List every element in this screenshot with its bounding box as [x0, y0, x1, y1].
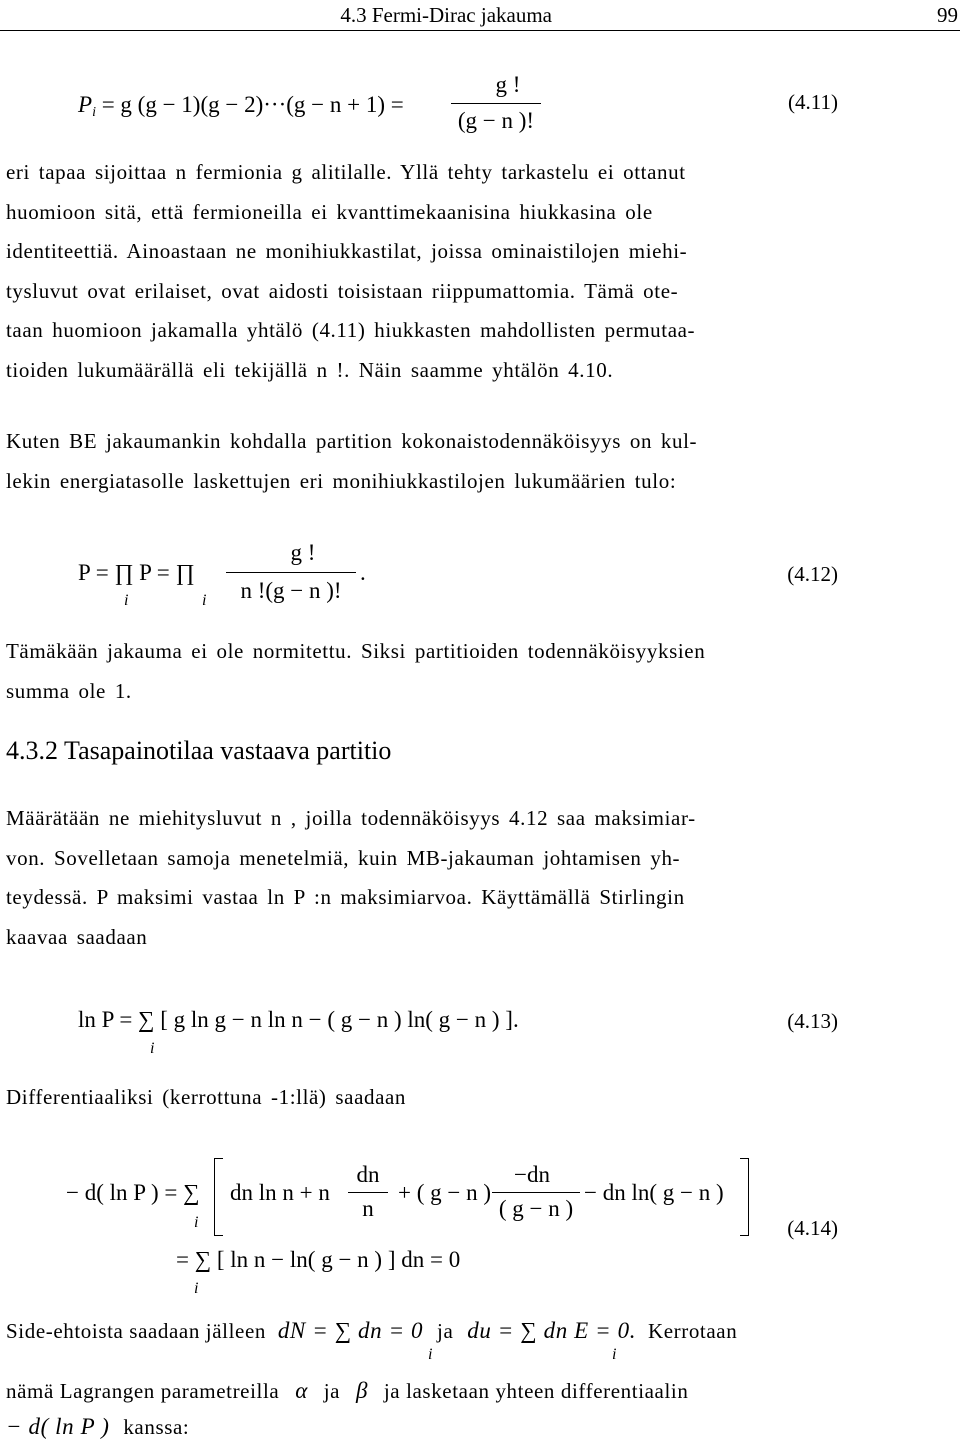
para6-math1: dN = ∑ dn = 0 — [277, 1318, 424, 1343]
para4-line1: Määrätään ne miehitysluvut n , joilla todennäköisyys 4.12 saa maksimiar- — [6, 806, 696, 830]
para4-line4: kaavaa saadaan — [6, 924, 148, 949]
eq412-tail: . — [360, 560, 366, 585]
eq414-f1-num: dn — [356, 1162, 380, 1187]
eq412-numerator: g ! — [290, 540, 316, 565]
para6-index-1: i — [428, 1346, 433, 1363]
eq412-number: (4.12) — [787, 562, 838, 586]
running-header — [0, 0, 960, 31]
eq412-index-1: i — [124, 592, 129, 609]
paragraph-1 — [6, 153, 858, 390]
para2-line2: lekin energiatasolle laskettujen eri monihiukkastilojen lukumäärien tulo: — [6, 468, 677, 493]
para1-line2: huomioon sitä, että fermioneilla ei kvanttimekaanisina hiukkasina ole — [6, 199, 653, 224]
para7-beta: β — [355, 1378, 369, 1403]
eq412-index-2: i — [202, 592, 207, 609]
eq414-index-1: i — [194, 1214, 199, 1231]
eq414-f2-den: ( g − n ) — [498, 1196, 574, 1221]
header-section-title: 4.3 Fermi-Dirac jakauma — [340, 3, 552, 27]
para2-line1: Kuten BE jakaumankin kohdalla partition kokonaistodennäköisyys on kul- — [6, 429, 698, 453]
para6-text2: ja — [437, 1319, 454, 1343]
eq413-index: i — [150, 1040, 155, 1057]
eq414-row2: = ∑ [ ln n − ln( g − n ) ] dn = 0 — [176, 1247, 461, 1272]
eq412-lhs: P = ∏ P = ∏ — [78, 560, 195, 585]
eq411-denominator: (g − n )! — [457, 108, 535, 133]
eq411-number: (4.11) — [788, 90, 838, 114]
para7-text3: ja lasketaan yhteen differentiaalin — [383, 1379, 689, 1403]
para7-math: − d( ln P ) — [6, 1414, 110, 1439]
paragraph-5 — [6, 1078, 858, 1118]
eq414-index-2: i — [194, 1280, 199, 1297]
eq414-row1-lhs: − d( ln P ) = ∑ — [66, 1180, 200, 1205]
eq413-number: (4.13) — [787, 1009, 838, 1033]
paragraph-7-cont — [6, 1414, 189, 1440]
eq414-f2-bar — [492, 1192, 580, 1193]
paragraph-7 — [6, 1378, 688, 1404]
paragraph-2 — [6, 422, 858, 501]
para1-line3: identiteettiä. Ainoastaan ne monihiukkastilat, joissa ominaistilojen miehi- — [6, 239, 688, 263]
eq414-row1-a: dn ln n + n — [230, 1180, 330, 1205]
para1-line5: taan huomioon jakamalla yhtälö (4.11) hiukkasten mahdollisten permutaa- — [6, 318, 696, 342]
para6-text3: Kerrotaan — [647, 1319, 738, 1343]
eq414-number: (4.14) — [787, 1216, 838, 1240]
eq414-right-bracket — [740, 1158, 749, 1236]
para7-text1: nämä Lagrangen parametreilla — [6, 1379, 280, 1403]
para7-text4: kanssa: — [123, 1415, 190, 1439]
para4-line3: teydessä. P maksimi vastaa ln P :n maksimiarvoa. Käyttämällä Stirlingin — [6, 885, 685, 909]
eq413-body: ln P = ∑ [ g ln g − n ln n − ( g − n ) ln( g − n ) ]. — [78, 1007, 519, 1032]
section-heading: 4.3.2 Tasapainotilaa vastaava partitio — [6, 736, 392, 765]
para6-text1: Side-ehtoista saadaan jälleen — [6, 1319, 266, 1343]
para1-line4: tysluvut ovat erilaiset, ovat aidosti toisistaan riippumattomia. Tämä ote- — [6, 278, 679, 303]
eq414-row1-b: + ( g − n ) — [398, 1180, 492, 1205]
para6-math2: du = ∑ dn E = 0. — [467, 1318, 637, 1343]
para7-text2: ja — [323, 1379, 341, 1403]
para1-line6: tioiden lukumäärällä eli tekijällä n !. Näin saamme yhtälön 4.10. — [6, 357, 614, 382]
para5-line1: Differentiaaliksi (kerrottuna -1:llä) saadaan — [6, 1085, 407, 1109]
eq414-f1-den: n — [362, 1196, 374, 1221]
para6-index-2: i — [612, 1346, 617, 1363]
header-page-number: 99 — [937, 3, 958, 27]
paragraph-3 — [6, 632, 858, 711]
paragraph-4 — [6, 799, 858, 957]
eq411-lhs: P — [78, 92, 93, 117]
equation-4-11: $P_i = g$ (g − 1)(g − 2)···(g − n + 1) = — [78, 92, 404, 120]
eq414-left-bracket — [214, 1158, 223, 1236]
eq411-rhs: = g (g − 1)(g − 2)···(g − n + 1) = — [101, 92, 404, 117]
eq414-row1-c: − dn ln( g − n ) — [584, 1180, 724, 1205]
eq414-f1-bar — [348, 1192, 388, 1193]
paragraph-6 — [6, 1318, 737, 1344]
para3-line1: Tämäkään jakauma ei ole normitettu. Siksi partitioiden todennäköisyyksien — [6, 639, 706, 663]
eq412-fraction-bar — [226, 572, 356, 573]
eq414-f2-num: −dn — [514, 1162, 550, 1187]
eq412-denominator: n !(g − n )! — [240, 578, 342, 603]
para3-line2: summa ole 1. — [6, 678, 132, 703]
eq411-fraction-bar — [451, 103, 541, 104]
eq411-numerator: g ! — [495, 72, 521, 97]
para4-line2: von. Sovelletaan samoja menetelmiä, kuin MB-jakauman johtamisen yh- — [6, 845, 681, 870]
para7-alpha: α — [295, 1378, 308, 1403]
para1-line1: eri tapaa sijoittaa n fermionia g alitilalle. Yllä tehty tarkastelu ei ottanut — [6, 160, 686, 184]
